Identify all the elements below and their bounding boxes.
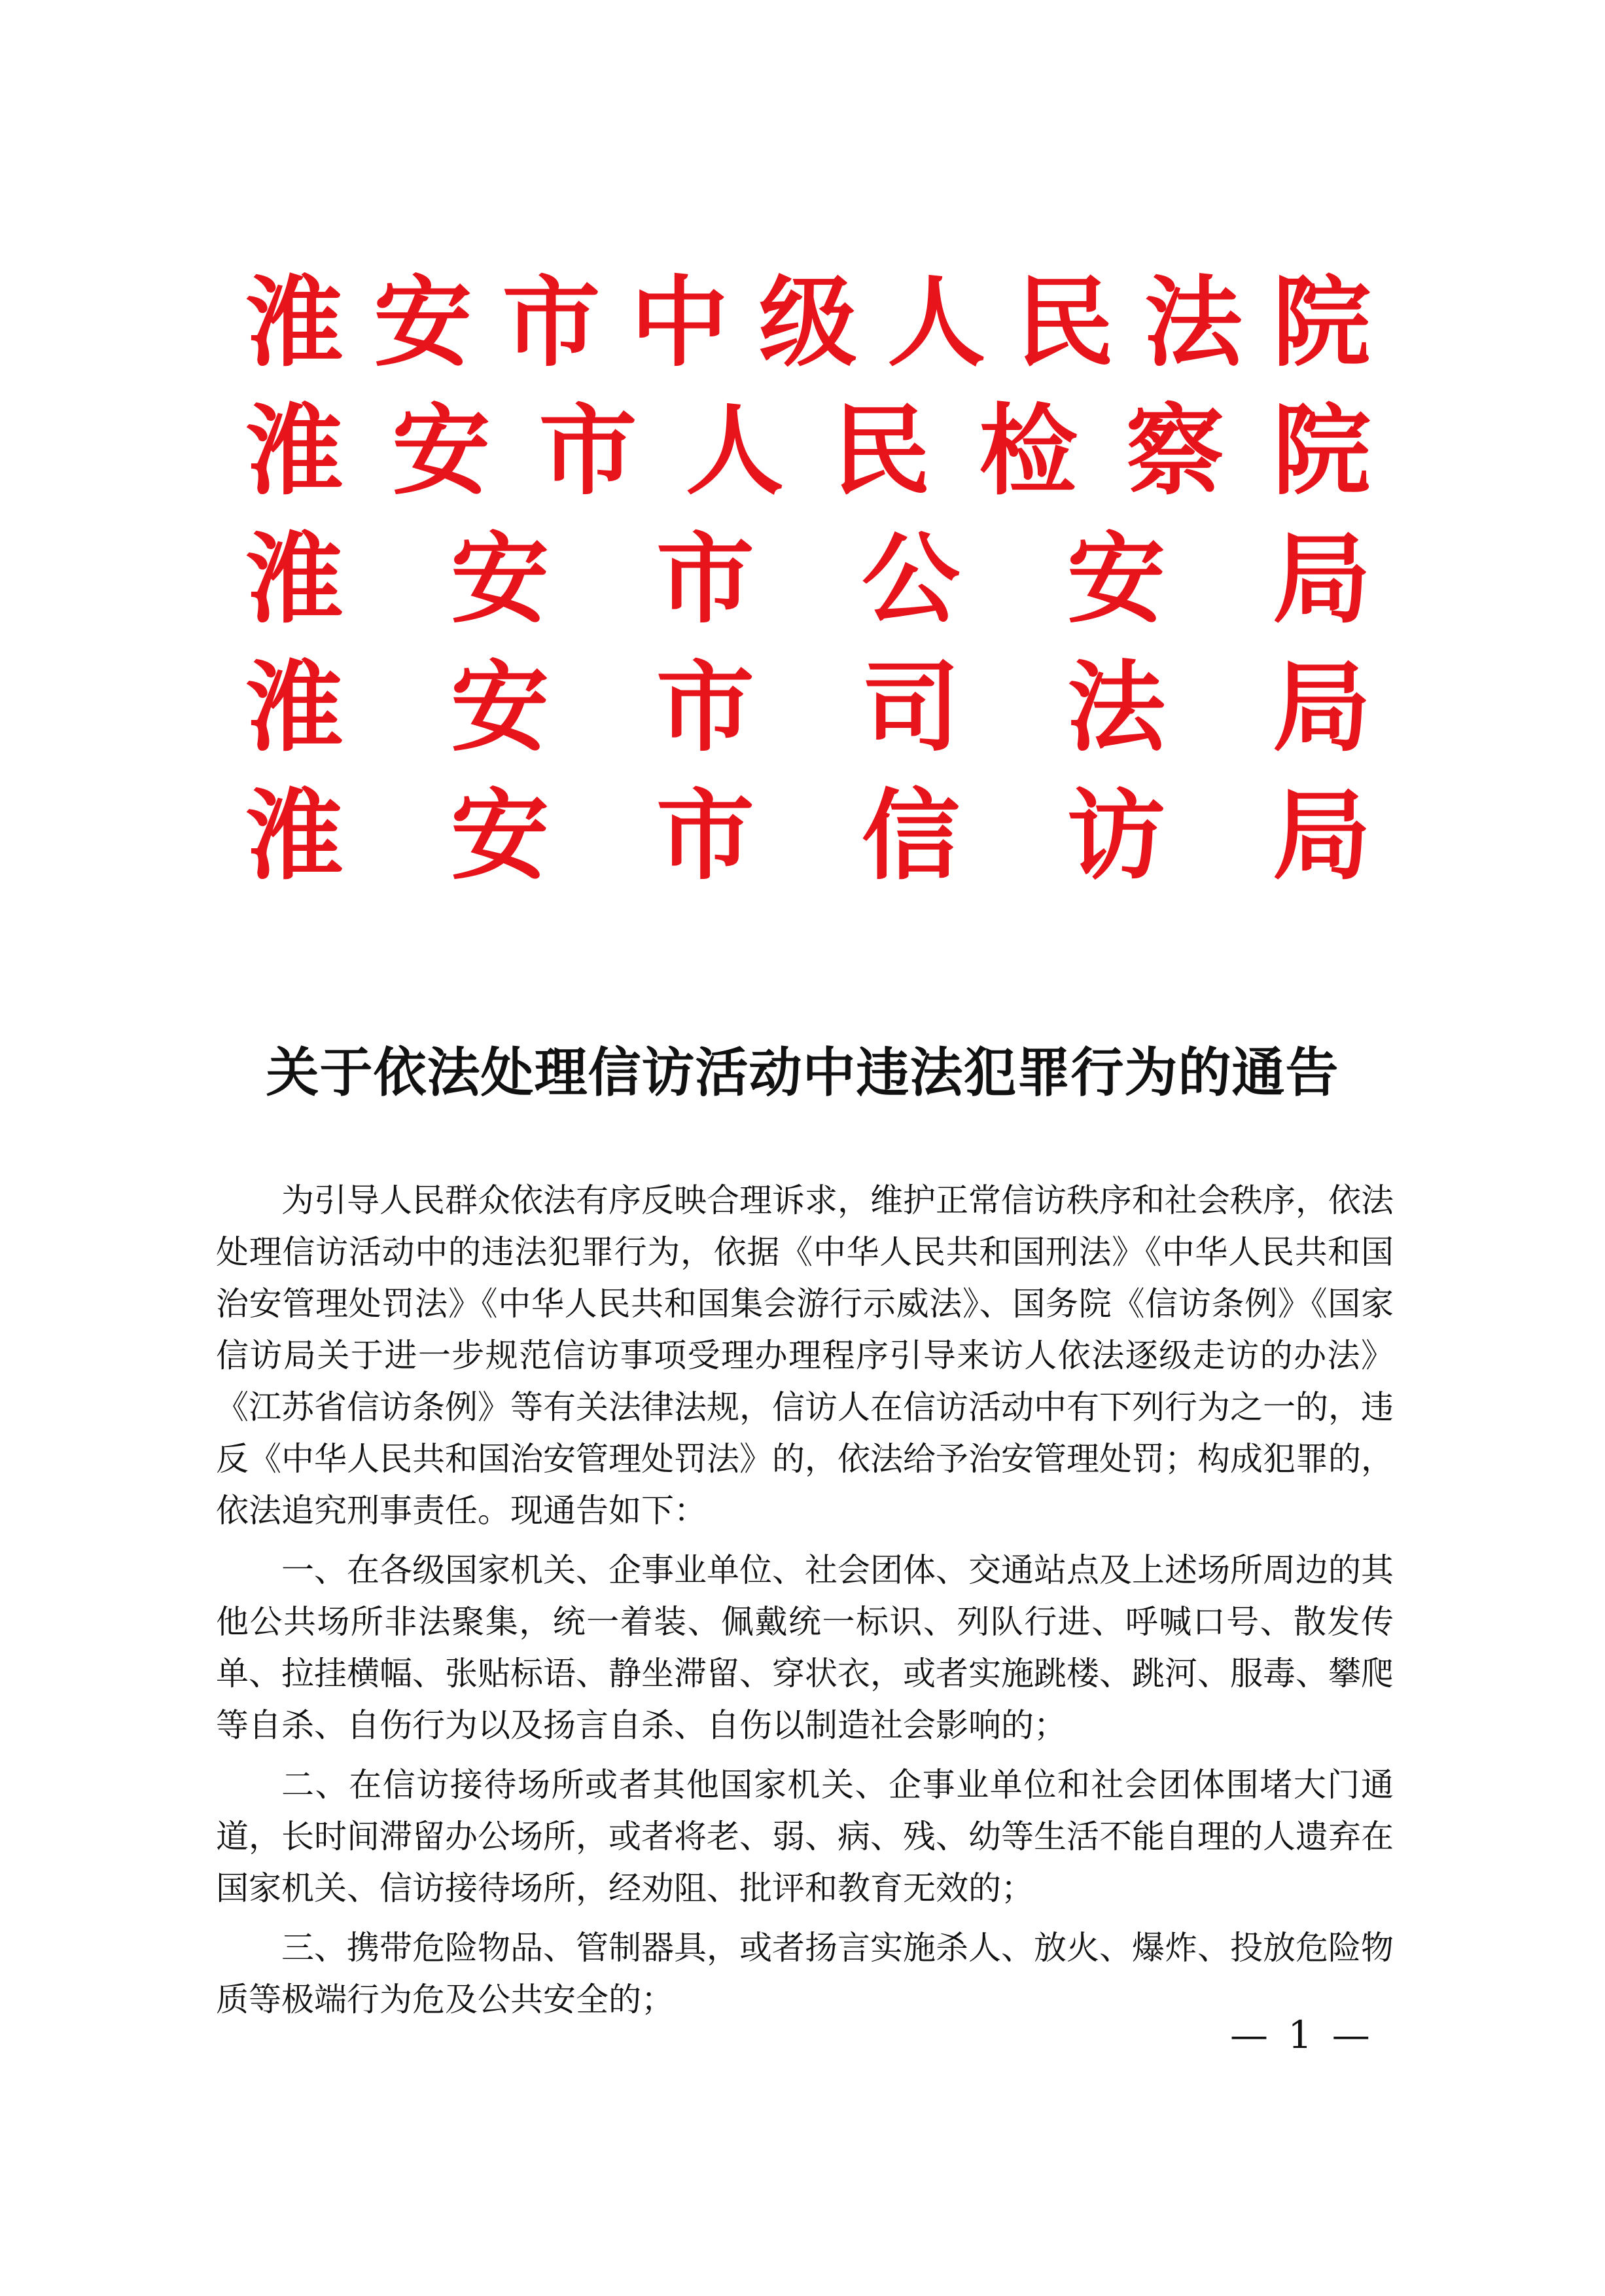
org-line-intermediate-court: 淮 安 市 中 级 人 民 法 院	[245, 265, 1371, 380]
org-line-justice-bureau: 淮 安 市 司 法 局	[245, 650, 1371, 765]
document-title: 关于依法处理信访活动中违法犯罪行为的通告	[266, 1042, 1339, 1104]
org-line-petition-bureau: 淮 安 市 信 访 局	[245, 778, 1371, 893]
org-line-procuratorate: 淮 安 市 人 民 检 察 院	[245, 393, 1371, 509]
paragraph-item-1: 一、在各级国家机关、企事业单位、社会团体、交通站点及上述场所周边的其他公共场所非法聚集，统一着装、佩戴统一标识、列队行进、呼喊口号、散发传单、拉挂横幅、张贴标语、静坐滞留、穿状衣，或者实施跳楼、跳河、服毒、攀爬等自杀、自伤行为以及扬言自杀、自伤以制造社会影响的；	[216, 1551, 1394, 1744]
paragraph-item-2: 二、在信访接待场所或者其他国家机关、企事业单位和社会团体围堵大门通道，长时间滞留办公场所，或者将老、弱、病、残、幼等生活不能自理的人遗弃在国家机关、信访接待场所，经劝阻、批评和教育无效的；	[216, 1766, 1394, 1907]
org-line-public-security-bureau: 淮 安 市 公 安 局	[245, 522, 1371, 637]
document-body	[216, 1175, 1394, 2026]
page-number: — 1 —	[1230, 2013, 1374, 2057]
paragraph-item-3: 三、携带危险物品、管制器具，或者扬言实施杀人、放火、爆炸、投放危险物质等极端行为危及公共安全的；	[216, 1929, 1394, 2018]
issuing-authorities-header	[245, 259, 1371, 900]
paragraph-intro: 为引导人民群众依法有序反映合理诉求，维护正常信访秩序和社会秩序，依法处理信访活动中的违法犯罪行为，依据《中华人民共和国刑法》《中华人民共和国治安管理处罚法》《中华人民共和国集会游行示威法》、国务院《信访条例》《国家信访局关于进一步规范信访事项受理办理程序引导来访人依法逐级走访的办法》《江苏省信访条例》等有关法律法规，信访人在信访活动中有下列行为之一的，违反《中华人民共和国治安管理处罚法》的，依法给予治安管理处罚；构成犯罪的，依法追究刑事责任。现通告如下：	[216, 1181, 1394, 1530]
